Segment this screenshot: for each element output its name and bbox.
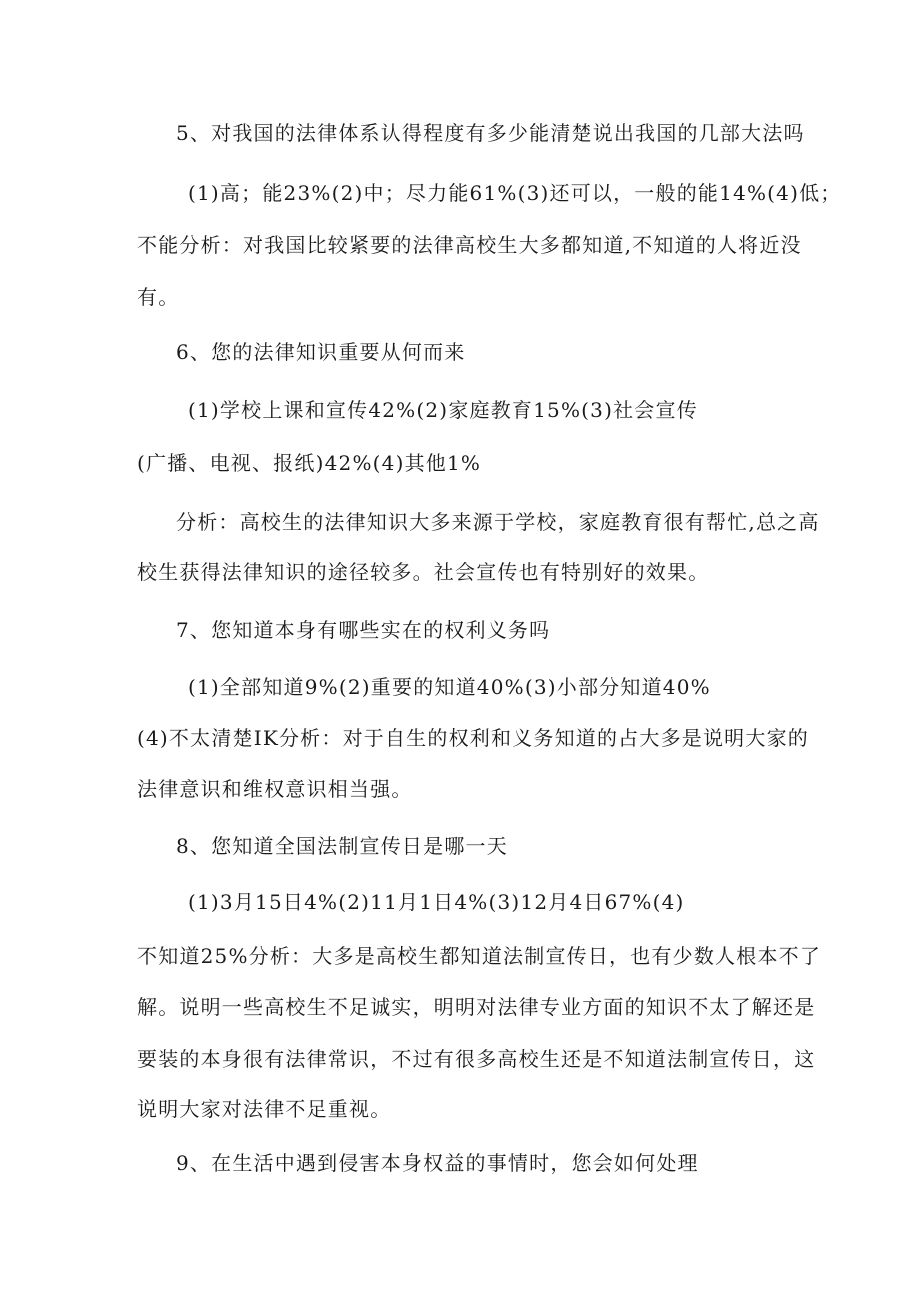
question-8-analysis-line-1: 不知道25%分析：大多是高校生都知道法制宣传日，也有少数人根本不了 xyxy=(137,944,822,968)
question-8-answers-line-1: (1)3月15日4%(2)11月1日4%(3)12月4日67%(4) xyxy=(188,890,685,914)
question-7-answers-line-2: (4)不太清楚IK分析：对于自生的权利和义务知道的占大多是说明大家的 xyxy=(137,726,809,750)
question-8-analysis-line-3: 要装的本身很有法律常识，不过有很多高校生还是不知道法制宣传日，这 xyxy=(137,1047,816,1071)
question-8-analysis-line-2: 解。说明一些高校生不足诚实，明明对法律专业方面的知识不太了解还是 xyxy=(137,995,816,1019)
question-5-analysis-line-1: 不能分析：对我国比较紧要的法律高校生大多都知道,不知道的人将近没 xyxy=(137,233,802,257)
question-6-answers-line-1: (1)学校上课和宣传42%(2)家庭教育15%(3)社会宣传 xyxy=(188,398,698,422)
question-6-analysis-line-1: 分析：高校生的法律知识大多来源于学校，家庭教育很有帮忙,总之高 xyxy=(176,510,820,534)
question-8-heading: 8、您知道全国法制宣传日是哪一天 xyxy=(176,834,508,858)
question-5-analysis-line-2: 有。 xyxy=(137,285,180,309)
question-5-heading: 5、对我国的法律体系认得程度有多少能清楚说出我国的几部大法吗 xyxy=(176,121,805,145)
question-7-heading: 7、您知道本身有哪些实在的权利义务吗 xyxy=(176,618,551,642)
question-5-answers: (1)高；能23%(2)中；尽力能61%(3)还可以，一般的能14%(4)低； xyxy=(188,181,842,205)
question-7-analysis-line: 法律意识和维权意识相当强。 xyxy=(137,777,413,801)
question-6-answers-line-2: (广播、电视、报纸)42%(4)其他1% xyxy=(137,451,482,475)
question-8-analysis-line-4: 说明大家对法律不足重视。 xyxy=(137,1097,392,1121)
question-9-heading: 9、在生活中遇到侵害本身权益的事情时，您会如何处理 xyxy=(176,1151,699,1175)
question-6-heading: 6、您的法律知识重要从何而来 xyxy=(176,340,466,364)
question-6-analysis-line-2: 校生获得法律知识的途径较多。社会宣传也有特别好的效果。 xyxy=(137,560,710,584)
question-7-answers-line-1: (1)全部知道9%(2)重要的知道40%(3)小部分知道40% xyxy=(188,675,711,699)
